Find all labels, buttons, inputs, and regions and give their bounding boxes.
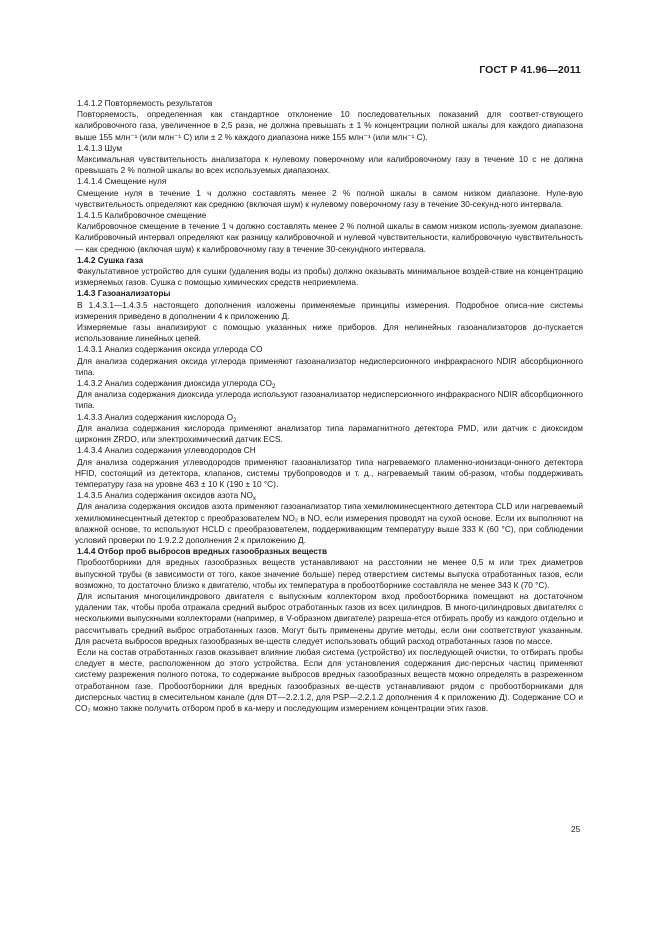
- paragraph: [75, 423, 583, 445]
- text: Повторяемость, определенная как стандартное отклонение 10 последовательных показаний для соответ-ствующего калибровочного газа, увеличенное в 2,5 раза, не должна превышать ± 1 % концентрации полной шкалы для каждого диапазона выше 155 млн⁻¹ (или млн⁻¹ С) или ± 2 % каждого диапазона ниже 155 млн⁻¹ (или млн⁻¹ С).: [75, 109, 583, 142]
- section-heading: [75, 288, 583, 299]
- paragraph: [75, 557, 583, 591]
- text: 1.4.3.1 Анализ содержания оксида углерода CO: [77, 344, 263, 355]
- text: Для анализа содержания оксида углерода применяют газоанализатор недисперсионного инфракрасного NDIR абсорбционного типа.: [75, 355, 583, 377]
- paragraph: [75, 591, 583, 647]
- text: Пробоотборники для вредных газообразных веществ устанавливают на расстоянии не менее 0,5 м или трех диаметров выпускной трубы (в зависимости от того, какое значение больше) перед отверстием системы выпуска отработанных газов, если возможно, то достаточно близко к двигателю, чтобы их температура в пробоотборнике составляла не менее 343 К (70 °С).: [75, 557, 583, 590]
- document-body: [75, 98, 583, 714]
- text: Для анализа содержания кислорода применяют анализатор типа парамагнитного детектора PMD, или датчик с диоксидом циркония ZRDO, или электрохимический датчик ECS.: [75, 422, 583, 445]
- text: Для анализа содержания углеводородов применяют газоанализатор типа нагреваемого пламенно-ионизаци-онного детектора HFID, состоящий из детектора, клапанов, системы трубопроводов и т. д., нагреваемый таким об-разом, чтобы поддерживать температуру газа на уровне 463 ± 10 К (190 ± 10 °С).: [75, 456, 583, 489]
- section-heading: [75, 490, 583, 501]
- paragraph: [75, 300, 583, 322]
- text: 1.4.1.5 Калибровочное смещение: [77, 210, 207, 221]
- paragraph: [75, 501, 583, 546]
- paragraph: [75, 109, 583, 143]
- text: 1.4.2 Сушка газа: [77, 254, 144, 265]
- text: Факультативное устройство для сушки (удаления воды из пробы) должно оказывать минимальное воздей-ствие на концентрацию измеряемых газов. Сушка с помощью химических средств неприемлема.: [75, 266, 583, 288]
- text: 1.4.3.3 Анализ содержания кислорода O: [77, 411, 234, 422]
- section-heading: [75, 412, 583, 423]
- paragraph: [75, 356, 583, 378]
- subscript: 2: [233, 417, 237, 424]
- text: Калибровочное смещение в течение 1 ч должно составлять менее 2 % полной шкалы в самом низком исполь-зуемом диапазоне. Калибровочный интервал определяют как разницу калибровочной и нулевой чувствительности, калибровочную чувствительность — как среднюю (включая шум) к калибровочному газу в течение 30-секундного интервала.: [75, 221, 583, 254]
- text: Для испытания многоцилиндрового двигателя с выпускным коллектором вход пробоотборника помещают на достаточном удалении так, чтобы проба отражала средний выброс отработанных газов из всех цилиндров. В много-цилиндровых двигателях с несколькими выпускными коллекторами (например, в V-образном двигателе) разреша-ется отбирать пробу из каждого отдельно и рассчитывать средний выброс отработанных газов. Могут быть применены другие методы, если они соответствуют указанным. Для расчета выбросов вредных газообразных ве-ществ следует использовать общий расход отработанных газов по массе.: [75, 590, 583, 646]
- text: 1.4.3.4 Анализ содержания углеводородов CH: [77, 445, 256, 456]
- text: Если на состав отработанных газов оказывает влияние любая система (устройство) их последующей очистки, то отбирать пробы следует в месте, расположенном до этого устройства. Если для установления содержания дис-персных частиц применяют систему разрежения полного потока, то содержание выбросов вредных газообразных веществ можно определять в разреженном отработанном газе. Пробоотборники для вредных газообразных ве-ществ устанавливают рядом с пробоотборниками для дисперсных частиц в смесительном канале (для DT—2.2.1.2, для PSP—2.2.1.2 дополнения 4 к приложению Д). Содержание CO и CO₂ можно также получить отбором проб в ка-меру и последующим измерением концентрации этих газов.: [75, 646, 583, 713]
- text: 1.4.1.4 Смещение нуля: [77, 176, 167, 187]
- text: В 1.4.3.1—1.4.3.5 настоящего дополнения изложены применяемые принципы измерения. Подробное описа-ние системы измерения приведено в дополнении 4 к приложению Д.: [75, 299, 583, 321]
- standard-header: ГОСТ Р 41.96—2011: [479, 64, 581, 76]
- text: 1.4.3.2 Анализ содержания диоксида углерода CO: [77, 378, 272, 389]
- paragraph: [75, 647, 583, 714]
- section-heading: [75, 344, 583, 355]
- text: Для анализа содержания диоксида углерода используют газоанализатор недисперсионного инфракрасного NDIR абсорбционного типа.: [75, 389, 583, 411]
- text: Смещение нуля в течение 1 ч должно составлять менее 2 % полной шкалы в самом низком диапазоне. Нуле-вую чувствительность определяют как среднюю (включая шум) к нулевому поверочному газу в течение 30-секунд-ного интервала.: [75, 187, 583, 209]
- subscript: 2: [271, 384, 276, 391]
- text: 1.4.1.2 Повторяемость результатов: [77, 98, 213, 108]
- subscript: x: [252, 496, 256, 503]
- section-heading: [75, 546, 583, 557]
- paragraph: [75, 322, 583, 344]
- text: Максимальная чувствительность анализатора к нулевому поверочному или калибровочному газу в течение 10 с не должна превышать 2 % полной шкалы во всех используемых диапазонах.: [75, 154, 583, 176]
- text: 1.4.4 Отбор проб выбросов вредных газообразных веществ: [77, 546, 328, 557]
- section-heading: [75, 176, 583, 187]
- paragraph: [75, 266, 583, 288]
- page-number: 25: [571, 824, 581, 834]
- section-heading: [75, 445, 583, 456]
- text: 1.4.1.3 Шум: [77, 142, 123, 153]
- section-heading: [75, 378, 583, 389]
- text: Для анализа содержания оксидов азота применяют газоанализатор типа хемилюминесцентного детектора CLD или нагреваемый хемилюминесцентный детектор с преобразователем NO₂ в NO, если измерения проводят на сухой основе. Если их выполняют на влажной основе, то используют HCLD с преобразователем, поддерживающим температуру выше 333 К (60 °С), при соблюдении условий проверки по 1.9.2.2 дополнения 2 к приложению Д.: [75, 501, 583, 545]
- section-heading: [75, 98, 583, 109]
- text: Измеряемые газы анализируют с помощью указанных ниже приборов. Для нелинейных газоанализаторов до-пускается использование линейных цепей.: [75, 322, 583, 344]
- text: 1.4.3.5 Анализ содержания оксидов азота NO: [77, 490, 253, 501]
- paragraph: [75, 188, 583, 210]
- section-heading: [75, 210, 583, 221]
- paragraph: [75, 389, 583, 411]
- text: 1.4.3 Газоанализаторы: [77, 288, 171, 299]
- paragraph: [75, 221, 583, 255]
- section-heading: [75, 255, 583, 266]
- section-heading: [75, 143, 583, 154]
- paragraph: [75, 457, 583, 491]
- paragraph: [75, 154, 583, 176]
